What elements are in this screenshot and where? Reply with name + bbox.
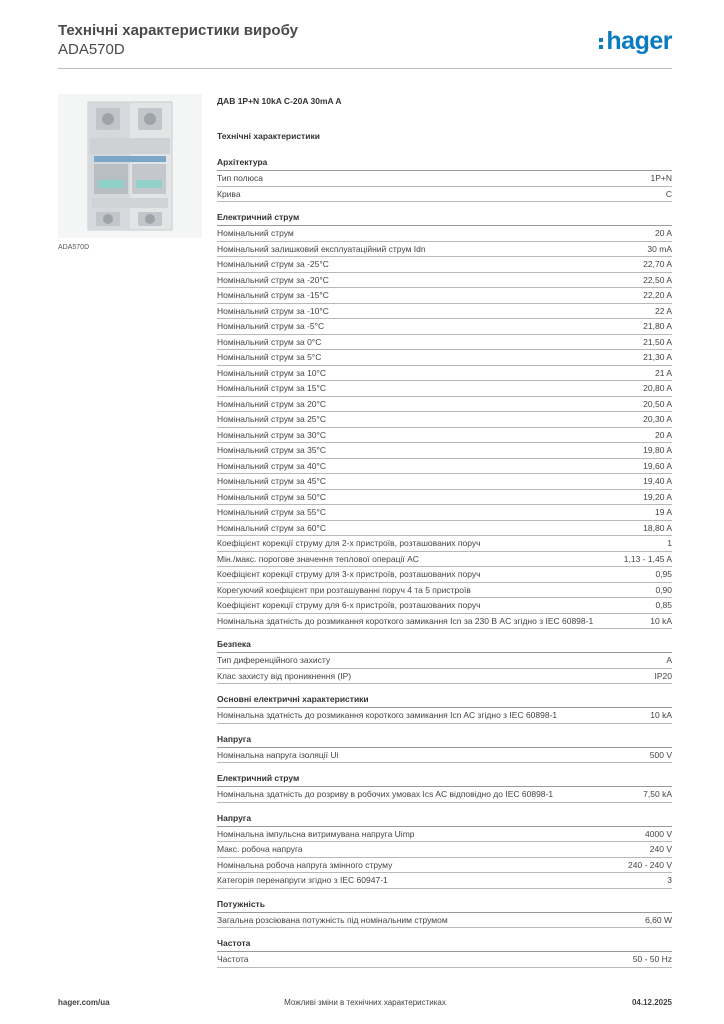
- spec-row: [217, 366, 672, 382]
- spec-value: 0,95: [655, 569, 672, 579]
- footer-date: 04.12.2025: [631, 998, 672, 1007]
- spec-row: [217, 748, 672, 764]
- spec-value: 240 V: [649, 844, 672, 854]
- spec-section: [217, 157, 672, 202]
- spec-label: Номінальний струм за -10°C: [217, 305, 329, 316]
- spec-row: [217, 474, 672, 490]
- spec-label: Номінальний струм за -25°C: [217, 259, 329, 269]
- spec-label: Номінальний струм за 45°C: [217, 476, 327, 486]
- section-title: Архітектура: [217, 157, 672, 171]
- spec-value: 22,20 A: [643, 290, 672, 300]
- spec-row: [217, 858, 672, 874]
- spec-label: Частота: [217, 954, 249, 964]
- spec-label: Макс. робоча напруга: [217, 844, 303, 854]
- spec-value: 20,50 A: [643, 398, 672, 409]
- spec-row: [217, 583, 672, 599]
- spec-label: Загальна розсіювана потужність під номінальним струмом: [217, 914, 448, 925]
- spec-value: 20,80 A: [643, 383, 672, 393]
- spec-row: [217, 787, 672, 803]
- spec-row: [217, 428, 672, 444]
- spec-value: 240 - 240 V: [628, 859, 672, 870]
- spec-content: [217, 96, 672, 978]
- spec-value: IP20: [654, 670, 672, 681]
- spec-label: Коефіцієнт корекції струму для 6-х пристроїв, розташованих поруч: [217, 600, 481, 610]
- spec-row: [217, 952, 672, 968]
- spec-section: [217, 899, 672, 929]
- spec-value: 21 A: [654, 367, 672, 378]
- spec-row: [217, 304, 672, 320]
- spec-row: [217, 443, 672, 459]
- spec-label: Номінальна імпульсна витримувана напруга Uimp: [217, 828, 415, 839]
- spec-row: [217, 708, 672, 724]
- spec-section: [217, 773, 672, 803]
- spec-value: 22,70 A: [643, 259, 672, 269]
- spec-value: 7,50 kA: [643, 789, 672, 799]
- spec-row: [217, 319, 672, 335]
- spec-row: [217, 873, 672, 889]
- spec-value: 20 A: [654, 429, 672, 440]
- spec-label: Категорія перенапруги згідно з IEC 60947-1: [217, 875, 388, 885]
- spec-value: 1,13 - 1,45 A: [623, 553, 672, 564]
- spec-row: [217, 669, 672, 685]
- spec-section: [217, 212, 672, 629]
- spec-row: [217, 552, 672, 568]
- spec-row: [217, 257, 672, 273]
- page-title: Технічні характеристики виробу: [58, 22, 298, 39]
- spec-label: Номінальна здатність до розриву в робочих умовах Ics AC відповідно до IEC 60898-1: [217, 789, 554, 799]
- spec-label: Номінальний струм за 35°C: [217, 445, 327, 455]
- spec-value: 20 A: [654, 228, 672, 238]
- spec-label: Номінальний струм за 30°C: [217, 429, 327, 440]
- section-title: Частота: [217, 938, 672, 952]
- spec-label: Номінальний струм за 5°C: [217, 352, 322, 362]
- spec-value: 10 kA: [650, 710, 672, 720]
- spec-value: 30 mA: [647, 243, 672, 254]
- spec-row: [217, 827, 672, 843]
- page-subtitle: ADA570D: [58, 41, 125, 58]
- spec-label: Номінальний струм за 0°C: [217, 336, 322, 347]
- product-image: [58, 94, 202, 238]
- spec-value: 19 A: [654, 507, 672, 517]
- spec-value: C: [665, 188, 672, 199]
- spec-label: Номінальний струм за 40°C: [217, 460, 327, 471]
- section-title: Електричний струм: [217, 212, 672, 226]
- spec-value: 10 kA: [650, 615, 672, 626]
- spec-label: Номінальний струм за 55°C: [217, 507, 327, 517]
- spec-value: 22,50 A: [643, 274, 672, 285]
- spec-value: 0,90: [655, 584, 672, 595]
- spec-label: Коефіцієнт корекції струму для 2-х пристроїв, розташованих поруч: [217, 538, 481, 548]
- section-title: Потужність: [217, 899, 672, 913]
- hager-logo[interactable]: [599, 28, 672, 54]
- spec-label: Номінальний струм: [217, 228, 294, 238]
- spec-label: Номінальний струм за -20°C: [217, 274, 329, 285]
- spec-value: 4000 V: [645, 828, 672, 839]
- section-title: Безпека: [217, 639, 672, 653]
- spec-row: [217, 459, 672, 475]
- spec-row: [217, 397, 672, 413]
- spec-section: [217, 639, 672, 684]
- spec-label: Номінальний струм за 10°C: [217, 367, 327, 378]
- spec-label: Крива: [217, 188, 241, 199]
- footer-disclaimer: Можливі зміни в технічних характеристиках: [284, 998, 446, 1007]
- spec-value: 3: [667, 875, 672, 885]
- spec-row: [217, 412, 672, 428]
- spec-row: [217, 171, 672, 187]
- spec-row: [217, 335, 672, 351]
- spec-label: Номінальна робоча напруга змінного струму: [217, 859, 393, 870]
- spec-value: 18,80 A: [643, 522, 672, 533]
- spec-label: Номінальний струм за 60°C: [217, 522, 327, 533]
- spec-row: [217, 913, 672, 929]
- spec-row: [217, 505, 672, 521]
- spec-row: [217, 842, 672, 858]
- spec-section: [217, 938, 672, 968]
- product-name: ДАВ 1P+N 10kA C-20A 30mA A: [217, 96, 342, 106]
- spec-row: [217, 242, 672, 258]
- spec-row: [217, 350, 672, 366]
- section-title: Електричний струм: [217, 773, 672, 787]
- spec-value: A: [666, 655, 672, 665]
- spec-value: 0,85: [655, 600, 672, 610]
- spec-label: Номінальний струм за -15°C: [217, 290, 329, 300]
- spec-row: [217, 598, 672, 614]
- spec-label: Номінальний струм за -5°C: [217, 321, 325, 331]
- spec-section: [217, 694, 672, 724]
- spec-label: Номінальний струм за 20°C: [217, 398, 327, 409]
- spec-row: [217, 567, 672, 583]
- spec-label: Номінальна напруга ізоляції Ui: [217, 749, 339, 760]
- logo-dots-icon: [599, 38, 603, 49]
- spec-label: Коефіцієнт корекції струму для 3-х пристроїв, розташованих поруч: [217, 569, 481, 579]
- spec-row: [217, 536, 672, 552]
- spec-row: [217, 490, 672, 506]
- spec-value: 50 - 50 Hz: [632, 954, 672, 964]
- section-title: Напруга: [217, 734, 672, 748]
- spec-value: 19,40 A: [643, 476, 672, 486]
- spec-section: [217, 813, 672, 889]
- spec-value: 21,80 A: [643, 321, 672, 331]
- spec-value: 500 V: [649, 749, 672, 760]
- section-title: Основні електричні характеристики: [217, 694, 672, 708]
- spec-label: Корегуючий коефіцієнт при розташуванні поруч 4 та 5 пристроїв: [217, 584, 471, 595]
- spec-row: [217, 273, 672, 289]
- spec-value: 21,50 A: [643, 336, 672, 347]
- spec-label: Тип полюса: [217, 173, 263, 183]
- spec-label: Номінальний струм за 50°C: [217, 491, 327, 502]
- header-divider: [58, 68, 672, 69]
- tech-spec-heading: Технічні характеристики: [217, 131, 320, 141]
- spec-value: 20,30 A: [643, 414, 672, 424]
- spec-label: Номінальний залишковий експлуатаційний струм Idn: [217, 243, 426, 254]
- page-header: [58, 22, 672, 70]
- spec-value: 19,60 A: [643, 460, 672, 471]
- spec-value: 6,60 W: [645, 914, 672, 925]
- spec-row: [217, 614, 672, 630]
- spec-value: 19,80 A: [643, 445, 672, 455]
- spec-label: Номінальний струм за 25°C: [217, 414, 327, 424]
- spec-row: [217, 653, 672, 669]
- spec-row: [217, 381, 672, 397]
- spec-value: 1P+N: [650, 173, 672, 183]
- rcbo-device-icon: [58, 94, 202, 238]
- product-image-caption: ADA570D: [58, 244, 90, 251]
- spec-label: Клас захисту від проникнення (IP): [217, 670, 352, 681]
- spec-label: Мін./макс. порогове значення теплової операції AC: [217, 553, 419, 564]
- spec-value: 22 A: [654, 305, 672, 316]
- section-title: Напруга: [217, 813, 672, 827]
- spec-value: 21,30 A: [643, 352, 672, 362]
- spec-section: [217, 734, 672, 764]
- spec-label: Номінальний струм за 15°C: [217, 383, 327, 393]
- spec-value: 1: [667, 538, 672, 548]
- spec-value: 19,20 A: [643, 491, 672, 502]
- spec-label: Тип диференційного захисту: [217, 655, 331, 665]
- spec-label: Номінальна здатність до розмикання короткого замикання Icn AC згідно з IEC 60898-1: [217, 710, 558, 720]
- spec-row: [217, 288, 672, 304]
- spec-label: Номінальна здатність до розмикання короткого замикання Icn за 230 В AC згідно з IEC 60898-1: [217, 615, 594, 626]
- spec-row: [217, 521, 672, 537]
- logo-text: hager: [606, 27, 672, 55]
- spec-sections: [217, 157, 672, 968]
- footer-website-link[interactable]: hager.com/ua: [58, 998, 110, 1007]
- spec-row: [217, 187, 672, 203]
- spec-row: [217, 226, 672, 242]
